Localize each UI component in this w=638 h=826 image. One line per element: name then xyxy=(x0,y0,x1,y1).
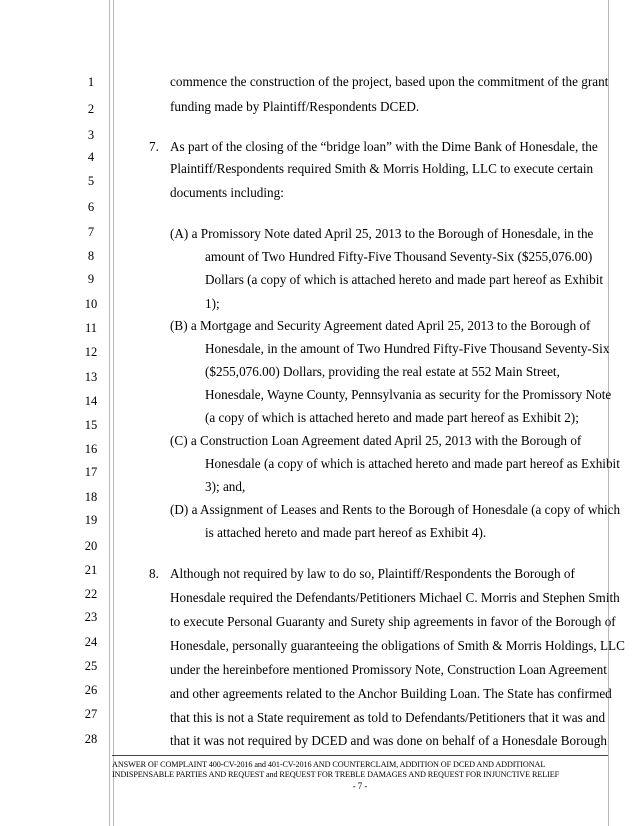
body-line: documents including: xyxy=(170,185,284,200)
line-number: 17 xyxy=(84,465,98,479)
body-line: Honesdale, personally guaranteeing the obligations of Smith & Morris Holdings, LLC xyxy=(170,638,625,653)
page-number: - 7 - xyxy=(352,781,368,791)
list-item-a: (A) a Promissory Note dated April 25, 2013 to the Borough of Honesdale, in the xyxy=(170,226,594,241)
body-line: 3); and, xyxy=(205,479,246,494)
paragraph-number: 7. xyxy=(149,139,159,154)
body-line: amount of Two Hundred Fifty-Five Thousand Seventy-Six ($255,076.00) xyxy=(205,249,593,264)
footer-caption-line: INDISPENSABLE PARTIES AND REQUEST and REQUEST FOR TREBLE DAMAGES AND REQUEST FOR INJUNCTIVE RELIEF xyxy=(112,770,560,779)
left-margin-rule xyxy=(109,0,110,826)
body-line: funding made by Plaintiff/Respondents DCED. xyxy=(170,99,420,114)
line-number: 13 xyxy=(84,370,98,384)
line-number: 12 xyxy=(84,345,98,359)
line-number: 23 xyxy=(84,610,98,624)
list-item-d: (D) a Assignment of Leases and Rents to the Borough of Honesdale (a copy of which xyxy=(170,502,621,517)
body-line: (a copy of which is attached hereto and made part hereof as Exhibit 2); xyxy=(205,410,579,425)
body-line: is attached hereto and made part hereof as Exhibit 4). xyxy=(205,525,487,540)
body-line: Plaintiff/Respondents required Smith & Morris Holding, LLC to execute certain xyxy=(170,161,594,176)
line-number: 6 xyxy=(87,200,95,214)
footer-rule xyxy=(112,755,608,756)
line-number: 4 xyxy=(87,150,95,164)
line-number: 16 xyxy=(84,442,98,456)
body-line: Honesdale (a copy of which is attached hereto and made part hereof as Exhibit xyxy=(205,456,620,471)
left-margin-rule-inner xyxy=(113,0,114,826)
body-line: to execute Personal Guaranty and Surety ship agreements in favor of the Borough of xyxy=(170,614,616,629)
body-line: Honesdale required the Defendants/Petitioners Michael C. Morris and Stephen Smith xyxy=(170,590,620,605)
line-number: 24 xyxy=(84,635,98,649)
line-number: 3 xyxy=(87,128,95,142)
body-line: As part of the closing of the “bridge loan” with the Dime Bank of Honesdale, the xyxy=(170,139,598,154)
body-line: that this is not a State requirement as told to Defendants/Petitioners that it was and xyxy=(170,710,606,725)
line-number: 10 xyxy=(84,297,98,311)
body-line: and other agreements related to the Anchor Building Loan. The State has confirmed xyxy=(170,686,612,701)
line-number: 1 xyxy=(87,75,95,89)
list-item-c: (C) a Construction Loan Agreement dated April 25, 2013 with the Borough of xyxy=(170,433,582,448)
line-number: 2 xyxy=(87,102,95,116)
body-line: 1); xyxy=(205,296,220,311)
line-number: 14 xyxy=(84,394,98,408)
line-number: 15 xyxy=(84,418,98,432)
line-number: 20 xyxy=(84,539,98,553)
line-number: 18 xyxy=(84,490,98,504)
line-number: 26 xyxy=(84,683,98,697)
body-line: Honesdale, in the amount of Two Hundred Fifty-Five Thousand Seventy-Six xyxy=(205,341,610,356)
body-line: ($255,076.00) Dollars, providing the real estate at 552 Main Street, xyxy=(205,364,560,379)
line-number: 27 xyxy=(84,707,98,721)
line-number: 5 xyxy=(87,174,95,188)
page-footer xyxy=(112,760,608,791)
line-number: 8 xyxy=(87,249,95,263)
right-margin-rule xyxy=(608,0,609,826)
line-number: 25 xyxy=(84,659,98,673)
body-line: commence the construction of the project, based upon the commitment of the grant xyxy=(170,74,609,89)
body-line: that it was not required by DCED and was done on behalf of a Honesdale Borough xyxy=(170,733,607,748)
line-number: 7 xyxy=(87,225,95,239)
line-number: 21 xyxy=(84,563,98,577)
body-line: Dollars (a copy of which is attached hereto and made part hereof as Exhibit xyxy=(205,272,604,287)
line-number: 28 xyxy=(84,732,98,746)
list-item-b: (B) a Mortgage and Security Agreement dated April 25, 2013 to the Borough of xyxy=(170,318,591,333)
line-number: 22 xyxy=(84,587,98,601)
line-number: 11 xyxy=(84,321,98,335)
body-line: Although not required by law to do so, Plaintiff/Respondents the Borough of xyxy=(170,566,575,581)
line-number: 9 xyxy=(87,272,95,286)
body-line: Honesdale, Wayne County, Pennsylvania as security for the Promissory Note xyxy=(205,387,612,402)
paragraph-number: 8. xyxy=(149,566,159,581)
line-number: 19 xyxy=(84,513,98,527)
body-line: under the hereinbefore mentioned Promissory Note, Construction Loan Agreement xyxy=(170,662,607,677)
footer-caption-line: ANSWER OF COMPLAINT 400-CV-2016 and 401-CV-2016 AND COUNTERCLAIM, ADDITION OF DCED AND ADDITIONAL xyxy=(112,760,546,769)
